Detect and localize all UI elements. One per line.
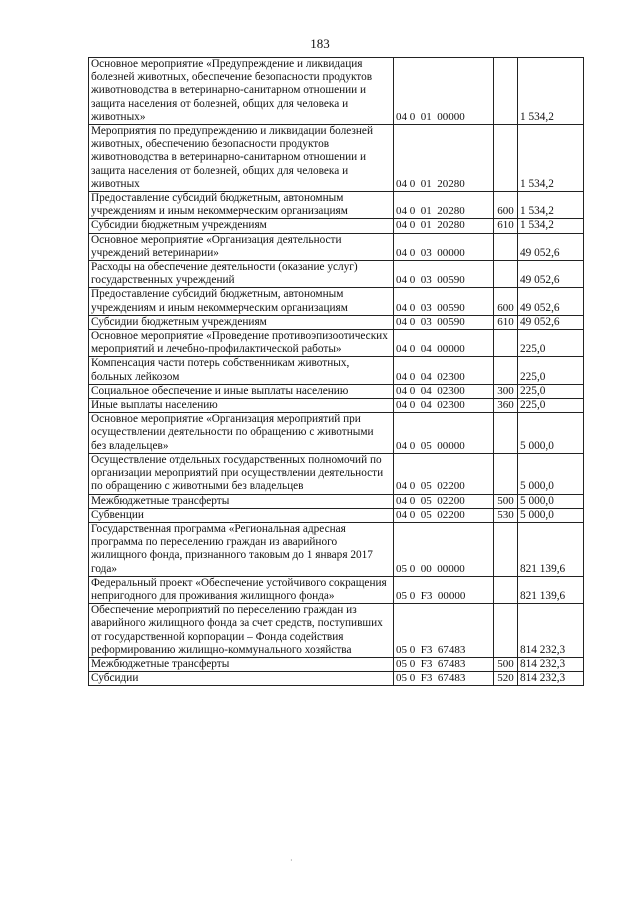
expense-name-cell: Обеспечение мероприятий по переселению граждан из аварийного жилищного фонда за счет средств, поступивших от государственной корпорации – Фонда содействия реформированию жилищно-коммунального хозяйства [89,604,394,658]
table-row [89,453,584,494]
amount-cell: 225,0 [518,330,584,357]
table-row [89,384,584,398]
target-article-code-cell: 05 0 F3 67483 [394,657,494,671]
expense-name-cell: Государственная программа «Региональная адресная программа по переселению граждан из аварийного жилищного фонда, признанного таковым до 1 января 2017 года» [89,522,394,576]
expense-type-code-cell [494,58,518,125]
amount-cell: 1 534,2 [518,58,584,125]
expense-type-code-cell: 600 [494,288,518,315]
expense-type-code-cell [494,576,518,603]
table-row [89,576,584,603]
target-article-code-cell: 05 0 00 00000 [394,522,494,576]
amount-cell: 1 534,2 [518,125,584,192]
target-article-code-cell: 04 0 05 02200 [394,453,494,494]
expense-type-code-cell [494,330,518,357]
table-row [89,233,584,260]
expense-type-code-cell: 300 [494,384,518,398]
expense-name-cell: Межбюджетные трансферты [89,494,394,508]
table-row [89,58,584,125]
expense-type-code-cell: 610 [494,315,518,329]
target-article-code-cell: 04 0 05 00000 [394,413,494,454]
amount-cell: 5 000,0 [518,413,584,454]
target-article-code-cell: 04 0 04 02300 [394,384,494,398]
amount-cell: 49 052,6 [518,233,584,260]
target-article-code-cell: 05 0 F3 00000 [394,576,494,603]
target-article-code-cell: 04 0 04 00000 [394,330,494,357]
table-row [89,219,584,233]
table-row [89,288,584,315]
expense-type-code-cell: 520 [494,672,518,686]
expense-name-cell: Основное мероприятие «Организация деятельности учреждений ветеринарии» [89,233,394,260]
page-number: 183 [310,36,330,51]
expense-type-code-cell: 500 [494,657,518,671]
amount-cell: 1 534,2 [518,192,584,219]
target-article-code-cell: 04 0 05 02200 [394,508,494,522]
table-row [89,330,584,357]
expense-name-cell: Основное мероприятие «Организация мероприятий при осуществлении деятельности по обращению с животными без владельцев» [89,413,394,454]
amount-cell: 225,0 [518,384,584,398]
target-article-code-cell: 04 0 01 20280 [394,125,494,192]
expense-type-code-cell [494,125,518,192]
target-article-code-cell: 04 0 03 00590 [394,288,494,315]
expense-type-code-cell: 600 [494,192,518,219]
table-row [89,125,584,192]
expense-type-code-cell: 360 [494,399,518,413]
expense-type-code-cell [494,413,518,454]
target-article-code-cell: 04 0 01 20280 [394,192,494,219]
expense-name-cell: Межбюджетные трансферты [89,657,394,671]
table-row [89,494,584,508]
target-article-code-cell: 04 0 04 02300 [394,357,494,384]
expense-type-code-cell [494,604,518,658]
amount-cell: 225,0 [518,399,584,413]
expense-type-code-cell [494,357,518,384]
amount-cell: 5 000,0 [518,508,584,522]
expense-name-cell: Компенсация части потерь собственникам животных, больных лейкозом [89,357,394,384]
expense-name-cell: Субсидии бюджетным учреждениям [89,219,394,233]
target-article-code-cell: 05 0 F3 67483 [394,604,494,658]
table-row [89,399,584,413]
expense-name-cell: Субсидии [89,672,394,686]
target-article-code-cell: 04 0 04 02300 [394,399,494,413]
target-article-code-cell: 04 0 01 20280 [394,219,494,233]
amount-cell: 49 052,6 [518,288,584,315]
amount-cell: 814 232,3 [518,672,584,686]
table-row [89,413,584,454]
table-row [89,604,584,658]
scan-speck: · [290,856,293,865]
target-article-code-cell: 04 0 03 00590 [394,261,494,288]
target-article-code-cell: 04 0 05 02200 [394,494,494,508]
expense-name-cell: Основное мероприятие «Проведение противоэпизоотических мероприятий и лечебно-профилактической работы» [89,330,394,357]
expense-name-cell: Мероприятия по предупреждению и ликвидации болезней животных, обеспечению безопасности продуктов животноводства в ветеринарно-санитарном отношении и защита населения от болезней, общих для человека и животных [89,125,394,192]
expense-type-code-cell [494,261,518,288]
table-row [89,261,584,288]
amount-cell: 814 232,3 [518,657,584,671]
expense-name-cell: Предоставление субсидий бюджетным, автономным учреждениям и иным некоммерческим организациям [89,288,394,315]
expense-type-code-cell [494,233,518,260]
expense-name-cell: Иные выплаты населению [89,399,394,413]
target-article-code-cell: 04 0 03 00000 [394,233,494,260]
table-row [89,357,584,384]
target-article-code-cell: 04 0 03 00590 [394,315,494,329]
expense-type-code-cell [494,522,518,576]
amount-cell: 821 139,6 [518,522,584,576]
expense-name-cell: Расходы на обеспечение деятельности (оказание услуг) государственных учреждений [89,261,394,288]
expense-type-code-cell: 500 [494,494,518,508]
amount-cell: 1 534,2 [518,219,584,233]
amount-cell: 49 052,6 [518,261,584,288]
expense-type-code-cell [494,453,518,494]
amount-cell: 814 232,3 [518,604,584,658]
table-row [89,522,584,576]
amount-cell: 5 000,0 [518,453,584,494]
expense-name-cell: Предоставление субсидий бюджетным, автономным учреждениям и иным некоммерческим организациям [89,192,394,219]
target-article-code-cell: 05 0 F3 67483 [394,672,494,686]
expense-name-cell: Субвенции [89,508,394,522]
expense-type-code-cell: 610 [494,219,518,233]
table-row [89,657,584,671]
expense-name-cell: Федеральный проект «Обеспечение устойчивого сокращения непригодного для проживания жилищного фонда» [89,576,394,603]
table-row [89,672,584,686]
amount-cell: 49 052,6 [518,315,584,329]
expense-name-cell: Основное мероприятие «Предупреждение и ликвидация болезней животных, обеспечение безопасности продуктов животноводства в ветеринарно-санитарном отношении и защита населения от болезней, общих для человека и животных» [89,58,394,125]
table-row [89,192,584,219]
expense-type-code-cell: 530 [494,508,518,522]
table-row [89,315,584,329]
expense-name-cell: Субсидии бюджетным учреждениям [89,315,394,329]
expense-name-cell: Социальное обеспечение и иные выплаты населению [89,384,394,398]
amount-cell: 821 139,6 [518,576,584,603]
amount-cell: 225,0 [518,357,584,384]
expense-name-cell: Осуществление отдельных государственных полномочий по организации мероприятий при осуществлении деятельности по обращению с животными без владельцев [89,453,394,494]
target-article-code-cell: 04 0 01 00000 [394,58,494,125]
table-row [89,508,584,522]
amount-cell: 5 000,0 [518,494,584,508]
budget-table [88,57,584,686]
